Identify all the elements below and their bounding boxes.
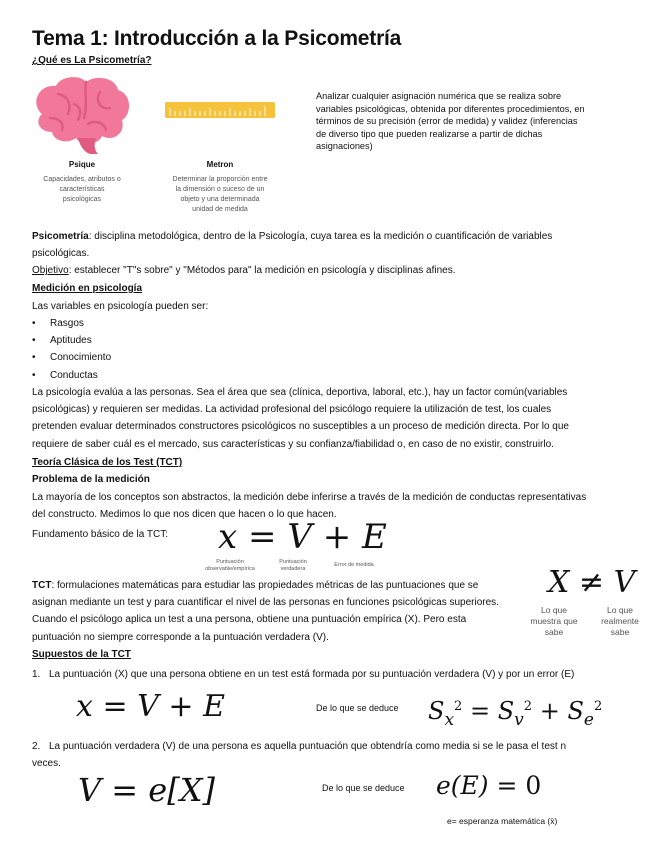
problem-heading: Problema de la medición (32, 474, 150, 485)
tct-definition: TCT: formulaciones matemáticas para estudiar las propiedades métricas de las puntuaciones que se asignan mediante un test y para cuantificar el nivel de las personas en funciones psicológicas superiores. Cuando el psicólogo aplica un test a una persona, obtiene una puntuación empírica (X). Pero esta puntuación no siempre corresponde a la puntuación verdadera (V). (32, 580, 499, 643)
label-muestra: Lo que muestra que sabe (530, 605, 578, 637)
label-error: Error de medida (334, 562, 374, 568)
formula-supuesto-2: V = e[X] (78, 771, 215, 809)
deduce-label-2: De lo que se deduce (322, 783, 405, 793)
psique-text: Capacidades, atributos o características psicológicas (43, 176, 121, 203)
paragraph-eval: La psicología evalúa a las personas. Sea el área que sea (clínica, deportiva, laboral, etc.), hay un factor común(variables psicológicas) y requieren ser medidas. La actividad profesional del psicólogo requiere la utilización de test, los cuales pretenden evaluar determinados constructores psicológicos no susceptibles a un proceso de medición directa. Por lo que requiere de saber cuál es el mercado, sus características y su confianza/fiabilidad o, en caso de no existir, construirlo. (32, 387, 569, 450)
psique-label: Psique (68, 160, 96, 169)
subtitle: ¿Qué es La Psicometría? (32, 55, 152, 66)
variance-formula: $S_x^2 = S_v^2 + S_e^2$ (428, 697, 603, 730)
neq-formula: X ≠ V (548, 565, 636, 600)
label-verdadera: Puntuación verdadera (279, 559, 307, 572)
formula-supuesto-1: x = V + E (76, 689, 225, 724)
definition-term: Psicometría (32, 231, 89, 242)
list-item: • Conductas (32, 369, 98, 381)
section-medicion: Medición en psicología (32, 283, 143, 294)
brain-icon (28, 74, 136, 156)
paragraph-problem: La mayoría de los conceptos son abstractos, la medición debe inferirse a través de la medición de conductas representativas del constructo. Medimos lo que nos dicen que hacen o lo que hacen. (32, 492, 587, 521)
label-realmente: Lo que realmente sabe (601, 605, 639, 637)
tct-term: TCT (32, 580, 52, 591)
label-observable: Puntuación observable/empírica (205, 559, 255, 572)
deduce-label-1: De lo que se deduce (316, 703, 399, 713)
page-title: Tema 1: Introducción a la Psicometría (32, 27, 402, 50)
variables-intro: Las variables en psicología pueden ser: (32, 301, 209, 312)
supuesto-2: 2. La puntuación verdadera (V) de una persona es aquella puntuación que obtendría como media si se le pasa el test n veces. (32, 741, 567, 770)
section-supuestos: Supuestos de la TCT (32, 649, 131, 660)
esperanza-note: e= esperanza matemática (x̄) (447, 816, 558, 826)
expect-formula: e(E) = 0 (436, 771, 542, 800)
list-item: • Aptitudes (32, 335, 92, 347)
list-item: • Rasgos (32, 318, 84, 329)
supuesto-1: 1. La puntuación (X) que una persona obtiene en un test está formada por su puntuación verdadera (V) y por un error (E) (32, 669, 575, 680)
variables-list (32, 315, 111, 384)
fundamento-label: Fundamento básico de la TCT: (32, 529, 169, 540)
list-item: • Conocimiento (32, 352, 112, 364)
definition-paragraph: Psicometría: disciplina metodológica, dentro de la Psicología, cuya tarea es la medición o cuantificación de variables psicológicas. Objetivo: establecer "T"s sobre" y "Métodos para" la medición en psicología y disciplinas afines. (32, 231, 553, 277)
intro-paragraph: Analizar cualquier asignación numérica que se realiza sobre variables psicológicas, obtenida por diferentes procedimientos, en términos de su precisión (error de medida) y validez (inferencias de diverso tipo que pueden realizarse a partir de dichas asignaciones) (316, 91, 585, 152)
metron-text: Determinar la proporción entre la dimensión o suceso de un objeto y una determinada unidad de medida (172, 176, 268, 213)
section-tct: Teoría Clásica de los Test (TCT) (32, 457, 183, 468)
objective-term: Objetivo (32, 265, 69, 277)
metron-label: Metron (206, 160, 234, 169)
main-formula: x = V + E (218, 517, 387, 557)
ruler-icon (165, 102, 275, 118)
